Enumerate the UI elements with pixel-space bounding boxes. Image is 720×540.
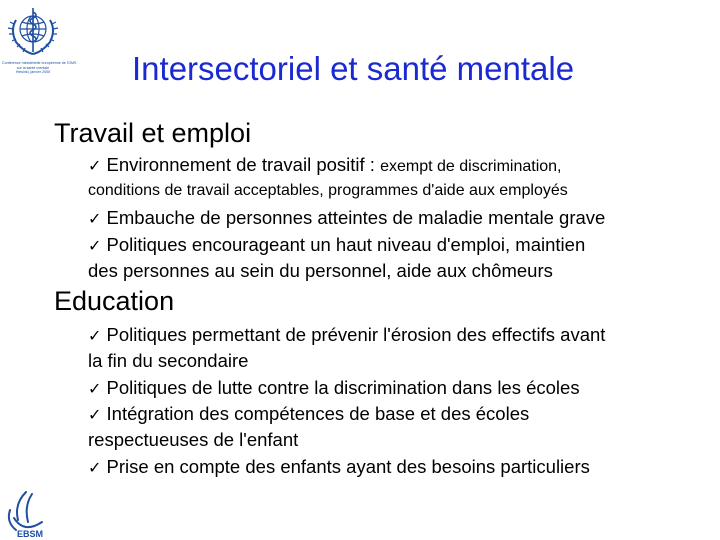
bullet-continuation: la fin du secondaire — [88, 350, 249, 371]
check-icon: ✓ — [88, 405, 102, 424]
bullet-item — [88, 232, 585, 259]
check-icon: ✓ — [88, 379, 102, 398]
bullet-text: Politiques permettant de prévenir l'érosion des effectifs avant — [106, 324, 606, 345]
section-heading-travail: Travail et emploi — [54, 118, 252, 148]
bullet-text: exempt de discrimination, — [380, 158, 562, 175]
bullet-text: Embauche de personnes atteintes de maladie mentale grave — [106, 207, 606, 228]
bullet-item — [88, 205, 605, 232]
who-caption-line: Helsinki, janvier 2005 — [15, 70, 51, 74]
slide-title: Intersectoriel et santé mentale — [132, 50, 575, 87]
bullet-continuation: des personnes au sein du personnel, aide aux chômeurs — [88, 260, 553, 281]
who-emblem-icon — [2, 2, 64, 60]
who-caption-line: sur la santé mentale — [16, 65, 50, 70]
bullet-continuation: respectueuses de l'enfant — [88, 429, 299, 450]
bullet-text: Politiques de lutte contre la discrimination dans les écoles — [106, 377, 580, 398]
check-icon: ✓ — [88, 326, 102, 345]
bullet-item — [88, 152, 562, 180]
bullet-item — [88, 401, 529, 428]
bullet-item — [88, 322, 605, 349]
check-icon: ✓ — [88, 458, 102, 477]
bullet-item — [88, 454, 590, 481]
bullet-text: Intégration des compétences de base et des écoles — [106, 403, 530, 424]
check-icon: ✓ — [88, 156, 102, 175]
check-icon: ✓ — [88, 209, 102, 228]
ebsm-logo-text: EBSM — [16, 529, 44, 539]
bullet-text: Environnement de travail positif : — [106, 154, 381, 175]
check-icon: ✓ — [88, 236, 102, 255]
bullet-text: Politiques encourageant un haut niveau d'emploi, maintien — [106, 234, 586, 255]
who-logo — [2, 2, 77, 78]
who-caption — [2, 61, 77, 75]
bullet-item — [88, 375, 580, 402]
who-caption-line: Conférence ministérielle européenne de l'OMS — [2, 61, 77, 65]
ebsm-logo — [4, 488, 56, 540]
bullet-text: Prise en compte des enfants ayant des besoins particuliers — [106, 456, 590, 477]
section-heading-education: Education — [54, 286, 175, 316]
bullet-continuation: conditions de travail acceptables, programmes d'aide aux employés — [88, 182, 568, 199]
ebsm-logo-icon — [4, 488, 56, 540]
